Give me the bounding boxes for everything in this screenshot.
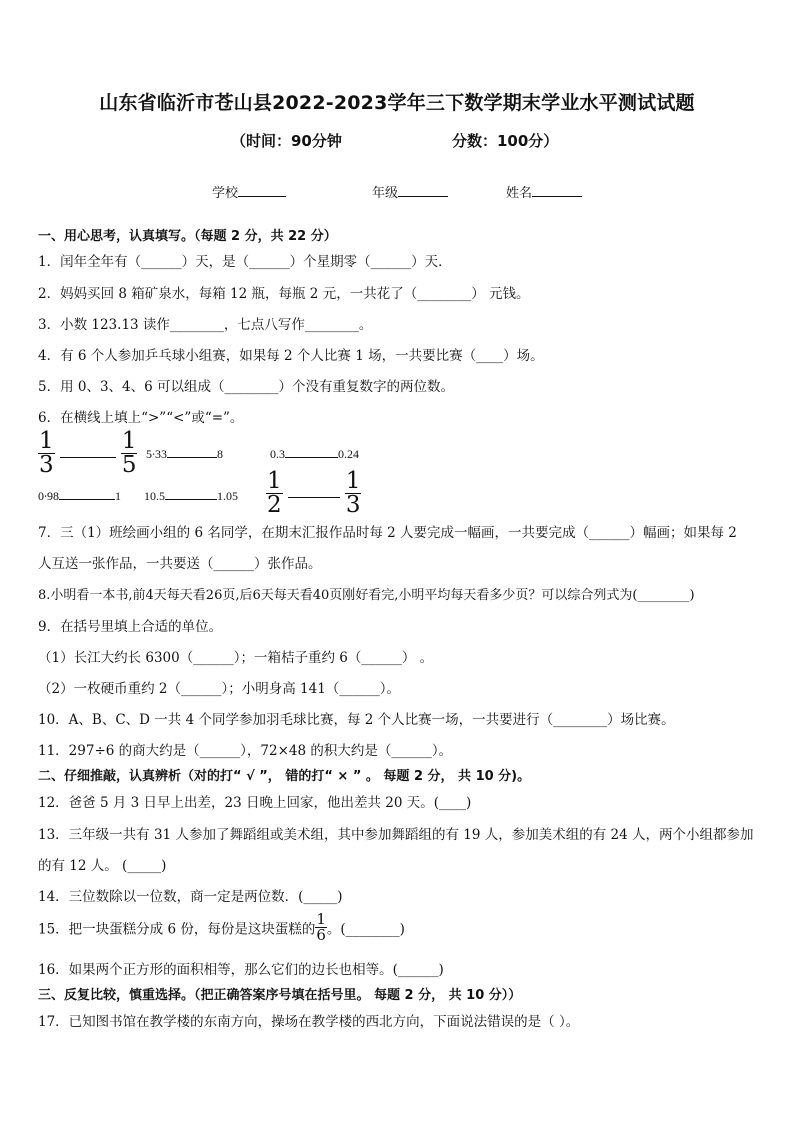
question-8: 8.小明看一本书,前4天每天看26页,后6天每天看40页刚好看完,小明平均每天看多少页？可以综合列式为(________) (38, 588, 695, 603)
section-2-heading: 二、仔细推敲，认真辨析（对的打“ √ ”， 错的打“ × ” 。 每题 2 分， 共 10 分)。 (38, 769, 531, 784)
compare-blank[interactable] (59, 485, 115, 500)
question-13-line-2: 的有 12 人。 (_____) (38, 858, 167, 874)
name-label: 姓名 (506, 186, 533, 201)
q6-item-4: 0∙98 1 (38, 485, 121, 504)
question-10: 10．A、B、C、D 一共 4 个同学参加羽毛球比赛，每 2 个人比赛一场，一共要进行（________）场比赛。 (38, 712, 675, 728)
question-12: 12．爸爸 5 月 3 日早上出差，23 日晚上回家，他出差共 20 天。(____) (38, 795, 472, 811)
question-14: 14．三位数除以一位数，商一定是两位数．(_____) (38, 889, 343, 905)
question-3: 3．小数 123.13 读作________，七点八写作________。 (38, 317, 373, 333)
question-2: 2．妈妈买回 8 箱矿泉水，每箱 12 瓶，每瓶 2 元，一共花了（________） 元钱。 (38, 286, 530, 302)
grade-blank[interactable] (398, 182, 448, 197)
grade-label: 年级 (372, 186, 399, 201)
question-9-part-1: （1）长江大约长 6300（______）；一箱桔子重约 6（______） 。 (38, 650, 434, 666)
q6-item-2: 5∙33 8 (146, 443, 223, 462)
question-1: 1．闰年全年有（______）天，是（______）个星期零（______）天． (38, 254, 452, 270)
fraction: $\frac{1}{5}$ (121, 428, 137, 478)
question-9-part-2: （2）一枚硬币重约 2（______）；小明身高 141（______）。 (38, 681, 401, 697)
section-1-heading: 一、用心思考，认真填写。（每题 2 分，共 22 分） (38, 229, 337, 244)
fraction: $\frac{1}{3}$ (39, 428, 54, 478)
fraction: $\frac{1}{3}$ (345, 468, 361, 518)
q6-item-1 (38, 430, 137, 477)
name-field (506, 182, 582, 201)
school-label: 学校 (212, 186, 239, 201)
exam-score: 分数：100分） (452, 132, 559, 150)
question-11: 11．297÷6 的商大约是（______），72×48 的积大约是（______）。 (38, 743, 453, 759)
compare-blank[interactable] (167, 443, 217, 458)
compare-blank[interactable] (288, 483, 340, 498)
exam-time: （时间：90分钟 (231, 132, 342, 150)
name-blank[interactable] (532, 182, 582, 197)
question-4: 4．有 6 个人参加乒乓球小组赛，如果每 2 个人比赛 1 场，一共要比赛（____）场。 (38, 348, 544, 364)
question-15: 15．把一块蛋糕分成 6 份，每份是这块蛋糕的 $\frac{1}{6}$ 。(________) (38, 910, 405, 944)
school-field (212, 182, 286, 201)
page-title: 山东省临沂市苍山县2022-2023学年三下数学期末学业水平测试试题 (99, 92, 695, 114)
question-5: 5．用 0、3、4、6 可以组成（________）个没有重复数字的两位数。 (38, 379, 455, 395)
question-7-line-1: 7．三（1）班绘画小组的 6 名同学，在期末汇报作品时每 2 人要完成一幅画，一共要完成（______）幅画；如果每 2 (38, 525, 737, 541)
section-3-heading: 三、反复比较，慎重选择。（把正确答案序号填在括号里。 每题 2 分， 共 10 分）） (38, 988, 522, 1003)
q6-item-6 (266, 470, 361, 517)
question-16: 16．如果两个正方形的面积相等，那么它们的边长也相等。(______) (38, 962, 444, 978)
question-6: 6．在横线上填上“>”“<”或“=”。 (38, 410, 244, 426)
question-9: 9．在括号里填上合适的单位。 (38, 619, 223, 635)
compare-blank[interactable] (60, 443, 116, 458)
question-17: 17．已知图书馆在教学楼的东南方向，操场在教学楼的西北方向，下面说法错误的是（ ）。 (38, 1014, 580, 1030)
school-blank[interactable] (238, 182, 286, 197)
grade-field (372, 182, 448, 201)
q6-item-5: 10.5 1.05 (144, 485, 238, 504)
question-7-line-2: 人互送一张作品，一共要送（______）张作品。 (38, 556, 322, 572)
fraction: $\frac{1}{6}$ (316, 910, 326, 944)
compare-blank[interactable] (165, 485, 217, 500)
compare-blank[interactable] (285, 443, 338, 458)
question-13-line-1: 13．三年级一共有 31 人参加了舞蹈组或美术组，其中参加舞蹈组的有 19 人，参加美术组的有 24 人，两个小组都参加 (38, 827, 754, 843)
q6-item-3: 0.3 0.24 (270, 443, 359, 462)
fraction: $\frac{1}{2}$ (267, 468, 282, 518)
